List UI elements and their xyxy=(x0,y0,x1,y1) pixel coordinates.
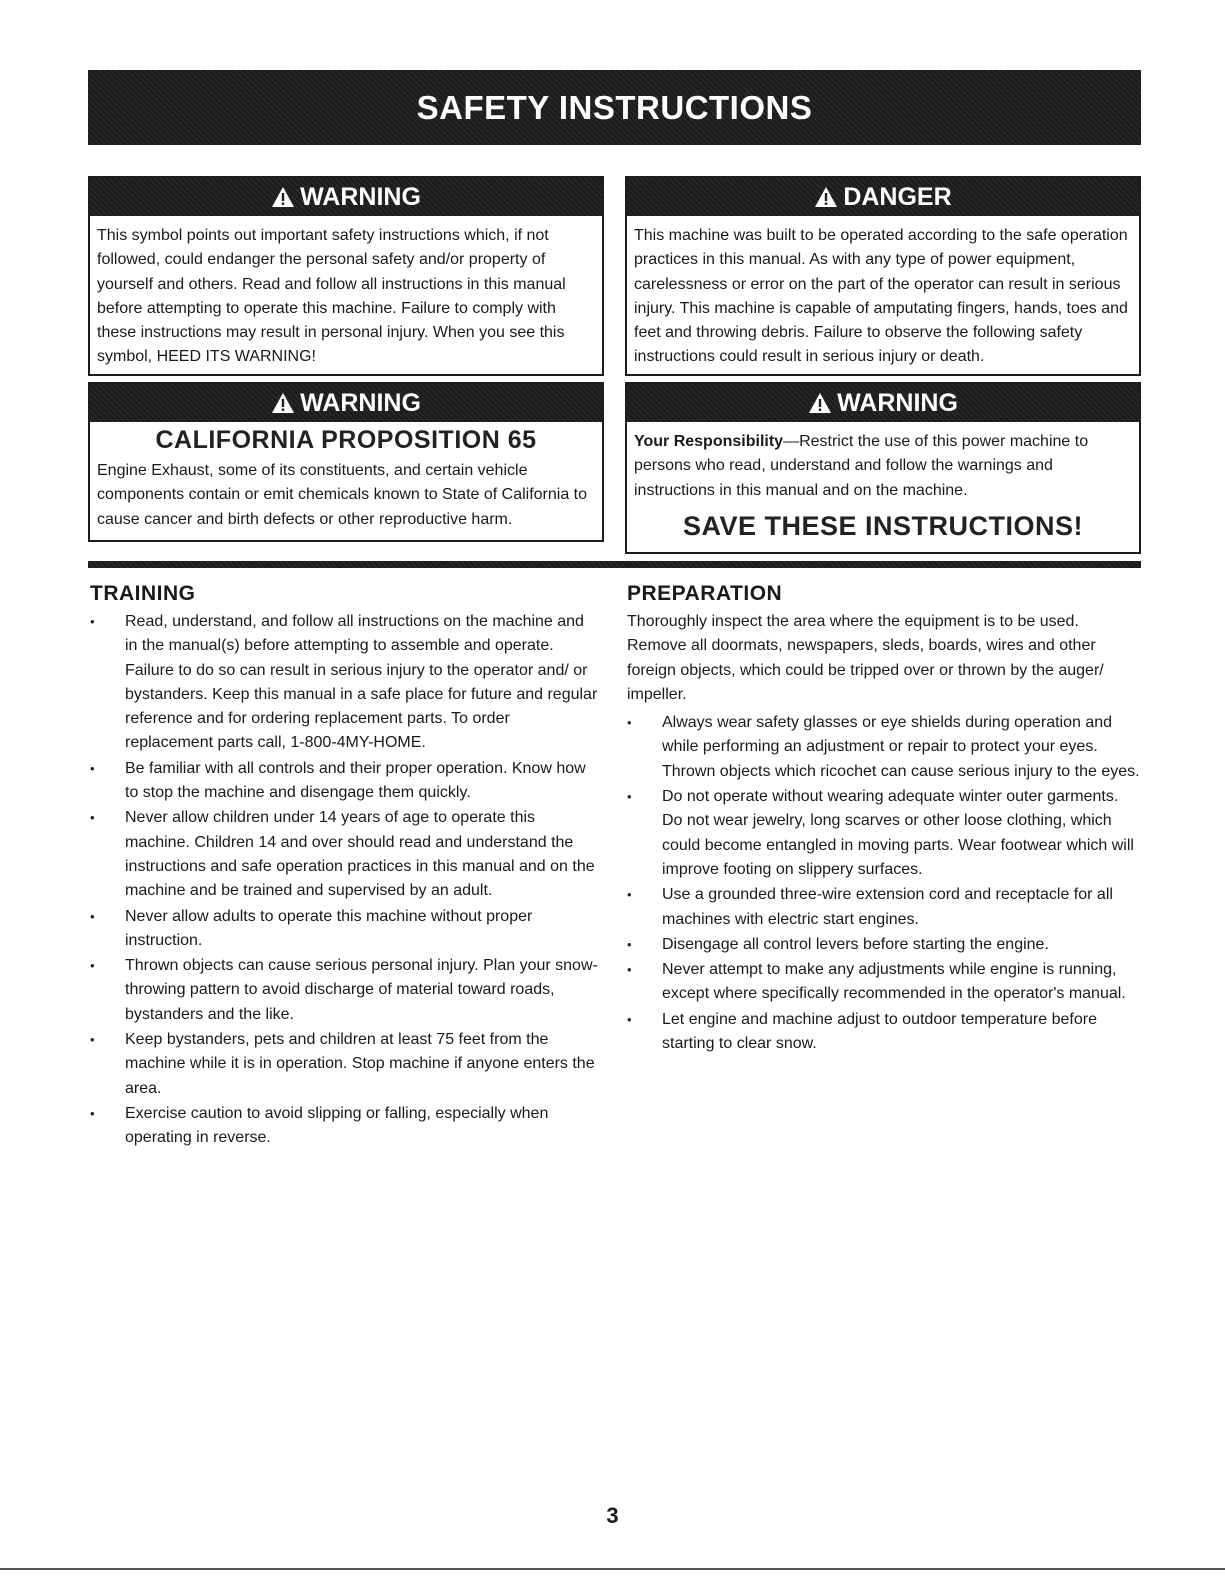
warning-header xyxy=(90,178,602,216)
list-item: • Use a grounded three-wire extension cord and receptacle for all machines with electric start engines. xyxy=(627,883,1142,932)
prop65-title: CALIFORNIA PROPOSITION 65 xyxy=(155,426,537,454)
list-item: • Keep bystanders, pets and children at least 75 feet from the machine while it is in operation. Stop machine if anyone enters the area. xyxy=(90,1028,600,1101)
warning-triangle-icon xyxy=(271,186,295,208)
page-title: SAFETY INSTRUCTIONS xyxy=(416,88,813,126)
warning-triangle-icon xyxy=(814,186,838,208)
preparation-section xyxy=(627,582,1142,1057)
training-list xyxy=(90,610,600,1151)
list-item: • Never attempt to make any adjustments while engine is running, except where specifically recommended in the operator's manual. xyxy=(627,958,1142,1007)
save-instructions-callout: SAVE THESE INSTRUCTIONS! xyxy=(682,510,1084,541)
list-item: • Never allow adults to operate this machine without proper instruction. xyxy=(90,905,600,954)
list-item: • Be familiar with all controls and their proper operation. Know how to stop the machine and disengage them quickly. xyxy=(90,757,600,806)
warning-heading: WARNING xyxy=(300,182,421,211)
list-item: • Read, understand, and follow all instructions on the machine and in the manual(s) before attempting to assemble and operate. Failure to do so can result in serious injury to the operator and/ or bystanders. Keep this manual in a safe place for future and regular reference and for ordering replacement parts. To order replacement parts call, 1-800-4MY-HOME. xyxy=(90,610,600,756)
list-item: • Do not operate without wearing adequate winter outer garments. Do not wear jewelry, long scarves or other loose clothing, which could become entangled in moving parts. Wear footwear which will improve footing on slippery surfaces. xyxy=(627,785,1142,882)
list-item: • Thrown objects can cause serious personal injury. Plan your snow-throwing pattern to avoid discharge of material toward roads, bystanders and the like. xyxy=(90,954,600,1027)
list-item: • Disengage all control levers before starting the engine. xyxy=(627,933,1142,957)
training-section xyxy=(90,582,600,1152)
preparation-intro: Thoroughly inspect the area where the equipment is to be used. Remove all doormats, newspapers, sleds, boards, wires and other foreign objects, which could be tripped over or thrown by the auger/ impeller. xyxy=(627,613,1104,703)
danger-header xyxy=(627,178,1139,216)
prop65-text: Engine Exhaust, some of its constituents, and certain vehicle components contain or emit chemicals known to State of California to cause cancer and birth defects or other reproductive harm. xyxy=(97,462,588,528)
prop65-header xyxy=(90,384,602,422)
list-item: • Always wear safety glasses or eye shields during operation and while performing an adjustment or repair to protect your eyes. Thrown objects which ricochet can cause serious injury to the eyes. xyxy=(627,711,1142,784)
responsibility-box xyxy=(625,382,1141,554)
responsibility-text xyxy=(627,422,1139,509)
prop65-box xyxy=(88,382,604,542)
responsibility-header xyxy=(627,384,1139,422)
responsibility-label: Your Responsibility xyxy=(634,433,784,450)
warning-triangle-icon xyxy=(271,392,295,414)
bottom-border xyxy=(0,1568,1225,1570)
preparation-list xyxy=(627,711,1142,1056)
warning-triangle-icon xyxy=(808,392,832,414)
responsibility-heading: WARNING xyxy=(837,388,958,417)
danger-box xyxy=(625,176,1141,376)
page-number: 3 xyxy=(606,1503,619,1528)
warning-symbol-text: This symbol points out important safety instructions which, if not followed, could endanger the personal safety and/or property of yourself and others. Read and follow all instructions in this manual before attempting to operate this machine. Failure to comply with these instructions may result in personal injury. When you see this symbol, HEED ITS WARNING! xyxy=(97,227,566,366)
training-title: TRAINING xyxy=(90,582,196,605)
list-item: • Let engine and machine adjust to outdoor temperature before starting to clear snow. xyxy=(627,1008,1142,1057)
list-item: • Never allow children under 14 years of age to operate this machine. Children 14 and over should read and understand the instructions and safe operation practices in this manual and on the machine and be trained and supervised by an adult. xyxy=(90,806,600,903)
warning-symbol-box xyxy=(88,176,604,376)
preparation-title: PREPARATION xyxy=(627,582,783,605)
prop65-heading: WARNING xyxy=(300,388,421,417)
responsibility-body: —Restrict the use of this power machine to persons who read, understand and follow the warnings and instructions in this manual and on the machine. xyxy=(634,433,1089,499)
section-banner xyxy=(88,70,1141,145)
danger-heading: DANGER xyxy=(843,182,952,211)
section-divider xyxy=(88,561,1141,568)
danger-text: This machine was built to be operated according to the safe operation practices in this manual. As with any type of power equipment, carelessness or error on the part of the operator can result in serious injury. This machine is capable of amputating fingers, hands, toes and feet and throwing debris. Failure to observe the following safety instructions could result in serious injury or death. xyxy=(634,227,1128,366)
list-item: • Exercise caution to avoid slipping or falling, especially when operating in reverse. xyxy=(90,1102,600,1151)
